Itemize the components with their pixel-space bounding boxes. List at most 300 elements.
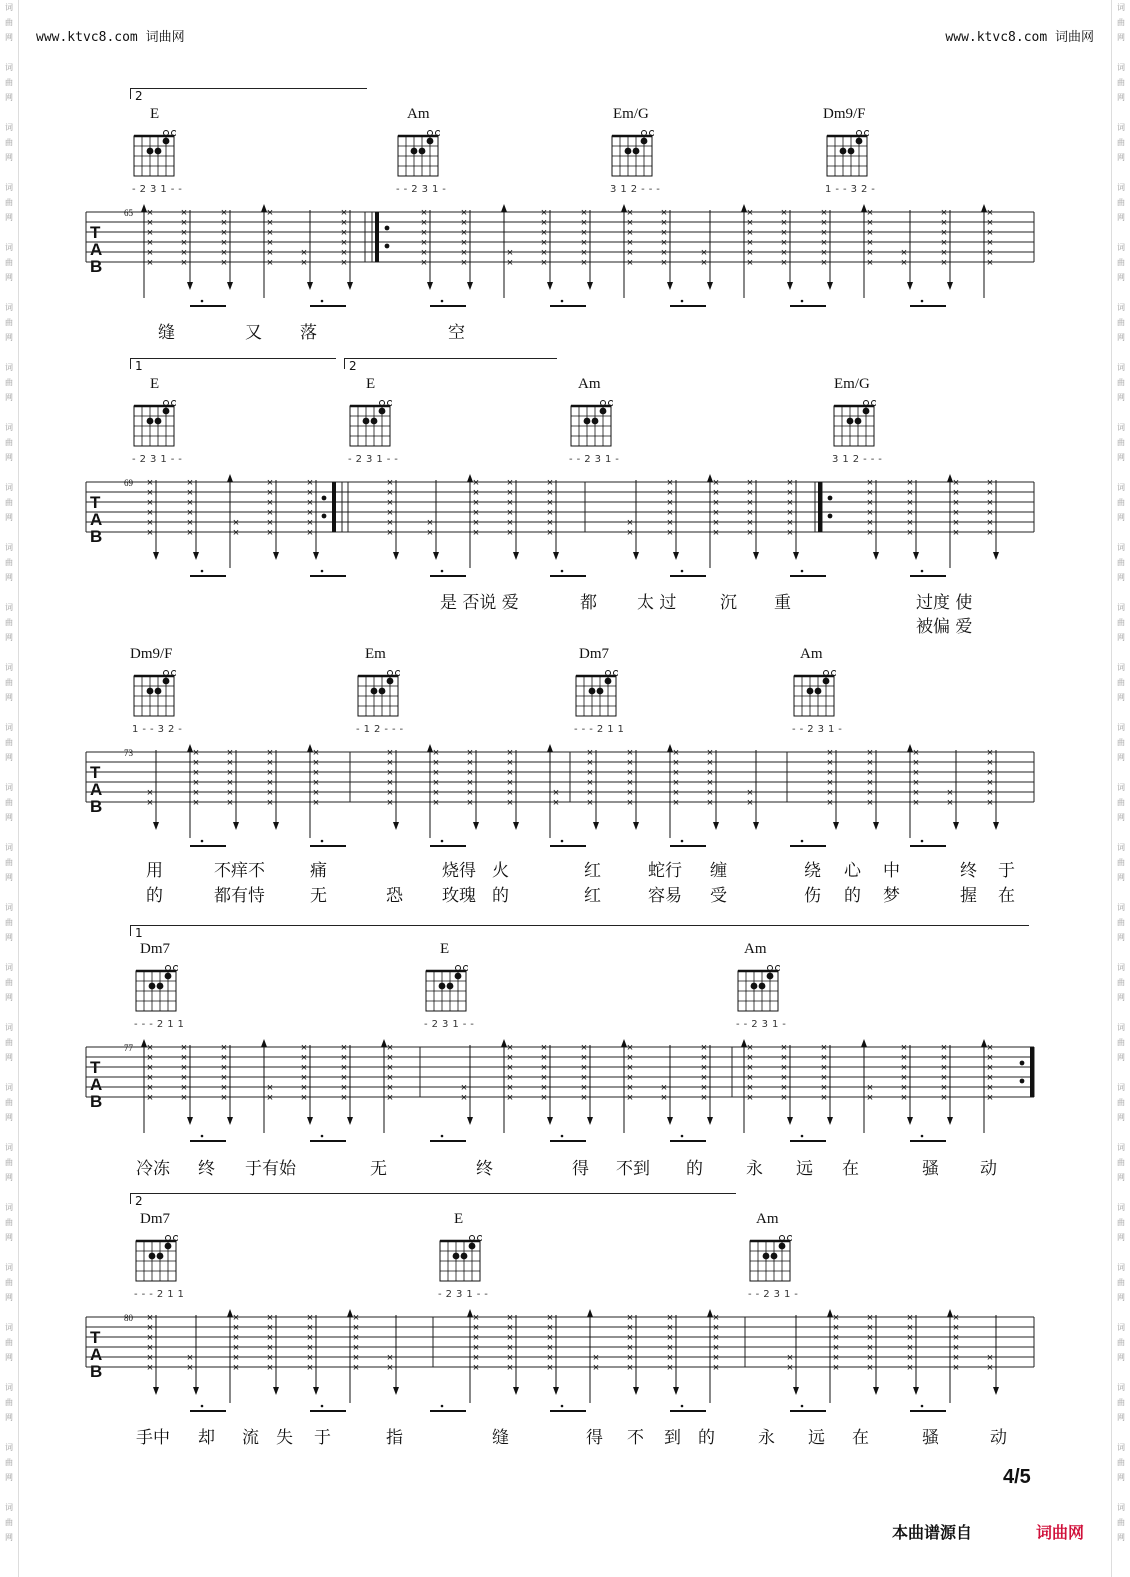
lyric-syllable: 得 [572, 1159, 589, 1179]
chord-fingering: --231- [569, 454, 623, 465]
rhythm-dot [921, 300, 924, 303]
muted-note-x: × [906, 497, 914, 509]
strum-column [547, 1312, 559, 1395]
muted-note-x: × [546, 507, 554, 519]
rhythm-dot [201, 1135, 204, 1138]
muted-note-x: × [460, 227, 468, 239]
muted-note-x: × [340, 247, 348, 259]
volta-number: 1 [135, 926, 143, 940]
strum-column [821, 1042, 833, 1125]
muted-note-x: × [266, 507, 274, 519]
lyric-syllable: 沉 [720, 593, 737, 613]
muted-note-x: × [460, 1082, 468, 1094]
muted-note-x: × [432, 777, 440, 789]
muted-note-x: × [946, 787, 954, 799]
muted-note-x: × [580, 227, 588, 239]
chord-diagram-dm7 [134, 1235, 178, 1283]
muted-note-x: × [546, 477, 554, 489]
muted-note-x: × [506, 1362, 514, 1374]
muted-note-x: × [586, 777, 594, 789]
down-strum-arrow [633, 822, 639, 830]
muted-note-x: × [672, 777, 680, 789]
muted-note-x: × [786, 487, 794, 499]
muted-note-x: × [706, 757, 714, 769]
muted-note-x: × [506, 1312, 514, 1324]
strum-column [621, 204, 633, 298]
muted-note-x: × [186, 1352, 194, 1364]
muted-note-x: × [386, 527, 394, 539]
muted-note-x: × [866, 257, 874, 269]
muted-note-x: × [472, 527, 480, 539]
finger-dot [147, 148, 154, 155]
muted-note-x: × [986, 207, 994, 219]
lyric-syllable: 红 [584, 861, 601, 881]
muted-note-x: × [226, 767, 234, 779]
muted-note-x: × [866, 787, 874, 799]
muted-note-x: × [472, 1322, 480, 1334]
muted-note-x: × [986, 487, 994, 499]
muted-note-x: × [986, 217, 994, 229]
muted-note-x: × [712, 1342, 720, 1354]
muted-note-x: × [146, 207, 154, 219]
repeat-dot [385, 226, 390, 231]
muted-note-x: × [506, 1322, 514, 1334]
volta-bracket [344, 358, 557, 373]
finger-dot [371, 418, 378, 425]
muted-note-x: × [746, 497, 754, 509]
muted-note-x: × [820, 1072, 828, 1084]
muted-note-x: × [146, 517, 154, 529]
lyric-syllable: 缝 [158, 323, 175, 343]
muted-note-x: × [746, 487, 754, 499]
strum-column [467, 474, 479, 568]
lyric-syllable: 在 [998, 886, 1015, 906]
muted-note-x: × [820, 227, 828, 239]
muted-note-x: × [906, 517, 914, 529]
measure-number: 69 [124, 478, 133, 488]
muted-note-x: × [940, 1092, 948, 1104]
muted-note-x: × [506, 1072, 514, 1084]
down-strum-arrow [553, 1387, 559, 1395]
muted-note-x: × [540, 1082, 548, 1094]
muted-note-x: × [700, 1042, 708, 1054]
muted-note-x: × [220, 207, 228, 219]
muted-note-x: × [266, 1092, 274, 1104]
repeat-dot [1020, 1061, 1025, 1066]
muted-note-x: × [866, 207, 874, 219]
muted-note-x: × [900, 1092, 908, 1104]
muted-note-x: × [432, 767, 440, 779]
tab-system-2 [80, 358, 1040, 638]
muted-note-x: × [266, 487, 274, 499]
tab-clef: T A B [90, 1328, 103, 1381]
muted-note-x: × [706, 787, 714, 799]
strum-column [827, 747, 839, 830]
muted-note-x: × [220, 227, 228, 239]
finger-dot [461, 1253, 468, 1260]
muted-note-x: × [952, 517, 960, 529]
tab-clef: T A B [90, 763, 103, 816]
muted-note-x: × [746, 1052, 754, 1064]
down-strum-arrow [827, 1117, 833, 1125]
muted-note-x: × [820, 237, 828, 249]
muted-note-x: × [866, 1352, 874, 1364]
muted-note-x: × [220, 1092, 228, 1104]
muted-note-x: × [306, 487, 314, 499]
finger-dot [848, 148, 855, 155]
strum-column [181, 207, 193, 290]
down-strum-arrow [393, 1387, 399, 1395]
lyric-syllable: 的 [698, 1428, 715, 1448]
muted-note-x: × [746, 1042, 754, 1054]
rhythm-dot [921, 1135, 924, 1138]
up-strum-arrow [227, 474, 233, 482]
muted-note-x: × [266, 257, 274, 269]
down-strum-arrow [427, 282, 433, 290]
muted-note-x: × [626, 247, 634, 259]
muted-note-x: × [746, 477, 754, 489]
down-strum-arrow [667, 1117, 673, 1125]
muted-note-x: × [700, 257, 708, 269]
muted-note-x: × [186, 497, 194, 509]
lyric-syllable: 绕 [804, 861, 821, 881]
muted-note-x: × [626, 517, 634, 529]
muted-note-x: × [940, 1082, 948, 1094]
finger-dot [163, 138, 170, 145]
up-strum-arrow [587, 1309, 593, 1317]
page-number: 4/5 [1003, 1466, 1031, 1488]
volta-number: 2 [349, 359, 357, 373]
muted-note-x: × [312, 757, 320, 769]
finger-dot [625, 148, 632, 155]
tab-clef: T A B [90, 1058, 103, 1111]
finger-dot [633, 148, 640, 155]
chord-diagram-am [396, 130, 440, 178]
muted-note-x: × [340, 1042, 348, 1054]
lyric-syllable: 蛇行 [648, 861, 682, 881]
muted-note-x: × [986, 527, 994, 539]
chord-fingering: -231-- [438, 1289, 492, 1300]
chord-fingering: ---211 [574, 724, 628, 735]
muted-note-x: × [826, 747, 834, 759]
finger-dot [157, 1253, 164, 1260]
finger-dot [147, 418, 154, 425]
muted-note-x: × [580, 237, 588, 249]
muted-note-x: × [832, 1312, 840, 1324]
muted-note-x: × [552, 787, 560, 799]
muted-note-x: × [906, 1352, 914, 1364]
chord-diagram-e [438, 1235, 482, 1283]
muted-note-x: × [906, 527, 914, 539]
muted-note-x: × [712, 517, 720, 529]
finger-dot [419, 148, 426, 155]
muted-note-x: × [986, 497, 994, 509]
strum-column [787, 477, 799, 560]
muted-note-x: × [420, 247, 428, 259]
tab-system-1 [80, 88, 1040, 343]
strum-column [381, 1039, 393, 1133]
muted-note-x: × [266, 747, 274, 759]
muted-note-x: × [986, 767, 994, 779]
muted-note-x: × [300, 1082, 308, 1094]
muted-note-x: × [946, 797, 954, 809]
muted-note-x: × [192, 747, 200, 759]
muted-note-x: × [832, 1352, 840, 1364]
muted-note-x: × [540, 1092, 548, 1104]
down-strum-arrow [873, 1387, 879, 1395]
footer-brand-link[interactable]: 词曲网 [1036, 1523, 1085, 1542]
down-strum-arrow [273, 822, 279, 830]
muted-note-x: × [386, 747, 394, 759]
strum-column [467, 1309, 479, 1403]
muted-note-x: × [472, 497, 480, 509]
strum-column [981, 1039, 993, 1133]
muted-note-x: × [712, 497, 720, 509]
lyric-syllable: 于 [314, 1428, 331, 1448]
muted-note-x: × [900, 1072, 908, 1084]
muted-note-x: × [912, 747, 920, 759]
muted-note-x: × [340, 1062, 348, 1074]
chord-name: Am [407, 106, 430, 122]
muted-note-x: × [820, 257, 828, 269]
header-site-left[interactable]: www.ktvc8.com 词曲网 [36, 30, 185, 45]
strum-column [581, 1042, 593, 1125]
finger-dot [155, 418, 162, 425]
down-strum-arrow [827, 282, 833, 290]
lyric-syllable: 重 [774, 593, 791, 613]
muted-note-x: × [506, 757, 514, 769]
lyric-syllable: 无 [310, 886, 327, 906]
footer-source-label: 本曲谱源自 [892, 1523, 973, 1542]
strum-column [941, 1042, 953, 1125]
muted-note-x: × [460, 257, 468, 269]
muted-note-x: × [180, 1052, 188, 1064]
rhythm-dot [441, 300, 444, 303]
rhythm-dot [561, 840, 564, 843]
muted-note-x: × [226, 777, 234, 789]
strum-column [307, 744, 319, 838]
muted-note-x: × [220, 1052, 228, 1064]
muted-note-x: × [386, 1072, 394, 1084]
strum-column [261, 1039, 273, 1133]
strum-column [741, 204, 753, 298]
lyric-syllable: 的 [146, 886, 163, 906]
down-strum-arrow [947, 1117, 953, 1125]
strum-column [461, 207, 473, 290]
down-strum-arrow [707, 1117, 713, 1125]
muted-note-x: × [220, 247, 228, 259]
rhythm-dot [441, 840, 444, 843]
muted-note-x: × [626, 217, 634, 229]
down-strum-arrow [227, 1117, 233, 1125]
muted-note-x: × [340, 1052, 348, 1064]
muted-note-x: × [386, 487, 394, 499]
muted-note-x: × [866, 487, 874, 499]
muted-note-x: × [666, 477, 674, 489]
muted-note-x: × [506, 1352, 514, 1364]
down-strum-arrow [433, 552, 439, 560]
muted-note-x: × [986, 1362, 994, 1374]
muted-note-x: × [866, 1342, 874, 1354]
muted-note-x: × [826, 757, 834, 769]
muted-note-x: × [312, 787, 320, 799]
muted-note-x: × [146, 1072, 154, 1084]
down-strum-arrow [513, 1387, 519, 1395]
repeat-dot [828, 496, 833, 501]
strum-column [627, 747, 639, 830]
muted-note-x: × [146, 1322, 154, 1334]
muted-note-x: × [666, 1312, 674, 1324]
finger-dot [147, 688, 154, 695]
down-strum-arrow [193, 1387, 199, 1395]
down-strum-arrow [707, 282, 713, 290]
muted-note-x: × [746, 1072, 754, 1084]
chord-diagram-e [132, 400, 176, 448]
repeat-start-bar [375, 212, 379, 262]
strum-column [347, 1309, 359, 1403]
muted-note-x: × [826, 767, 834, 779]
muted-note-x: × [540, 217, 548, 229]
muted-note-x: × [866, 507, 874, 519]
muted-note-x: × [580, 1042, 588, 1054]
muted-note-x: × [546, 1342, 554, 1354]
strum-column [341, 207, 353, 290]
muted-note-x: × [786, 517, 794, 529]
muted-note-x: × [220, 1062, 228, 1074]
strum-column [821, 207, 833, 290]
strum-column [781, 1042, 793, 1125]
muted-note-x: × [180, 1082, 188, 1094]
muted-note-x: × [180, 217, 188, 229]
chord-diagram-e [348, 400, 392, 448]
lyric-syllable: 失 [276, 1428, 293, 1448]
strum-column [861, 1039, 873, 1133]
muted-note-x: × [746, 1092, 754, 1104]
rhythm-dot [561, 300, 564, 303]
muted-note-x: × [660, 227, 668, 239]
muted-note-x: × [826, 777, 834, 789]
finger-dot [149, 1253, 156, 1260]
down-strum-arrow [513, 552, 519, 560]
muted-note-x: × [592, 1352, 600, 1364]
repeat-start-bar [818, 482, 822, 532]
finger-dot [163, 678, 170, 685]
muted-note-x: × [420, 237, 428, 249]
muted-note-x: × [866, 797, 874, 809]
muted-note-x: × [666, 487, 674, 499]
rhythm-dot [801, 570, 804, 573]
muted-note-x: × [660, 1082, 668, 1094]
muted-note-x: × [626, 237, 634, 249]
muted-note-x: × [306, 477, 314, 489]
finger-dot [379, 408, 386, 415]
muted-note-x: × [386, 797, 394, 809]
muted-note-x: × [940, 1052, 948, 1064]
header-site-right[interactable]: www.ktvc8.com 词曲网 [945, 30, 1094, 45]
muted-note-x: × [472, 1332, 480, 1344]
muted-note-x: × [146, 1312, 154, 1324]
muted-note-x: × [906, 487, 914, 499]
muted-note-x: × [300, 1092, 308, 1104]
muted-note-x: × [906, 1322, 914, 1334]
muted-note-x: × [266, 207, 274, 219]
finger-dot [439, 983, 446, 990]
down-strum-arrow [793, 1387, 799, 1395]
muted-note-x: × [540, 247, 548, 259]
muted-note-x: × [220, 237, 228, 249]
finger-dot [163, 408, 170, 415]
muted-note-x: × [780, 237, 788, 249]
strum-column [387, 747, 399, 830]
muted-note-x: × [506, 747, 514, 759]
strum-column [507, 477, 519, 560]
muted-note-x: × [626, 1092, 634, 1104]
down-strum-arrow [787, 282, 793, 290]
chord-diagram-em-g [610, 130, 654, 178]
repeat-dot [828, 514, 833, 519]
chord-fingering: ---211 [134, 1019, 188, 1030]
muted-note-x: × [340, 227, 348, 239]
muted-note-x: × [700, 1062, 708, 1074]
strum-column [901, 1042, 913, 1125]
muted-note-x: × [940, 217, 948, 229]
muted-note-x: × [266, 1312, 274, 1324]
muted-note-x: × [986, 797, 994, 809]
muted-note-x: × [460, 207, 468, 219]
chord-name: E [366, 376, 376, 392]
lyric-syllable: 缠 [710, 861, 727, 881]
chord-diagram-am [569, 400, 613, 448]
strum-column [181, 1042, 193, 1125]
muted-note-x: × [626, 787, 634, 799]
muted-note-x: × [306, 1342, 314, 1354]
muted-note-x: × [666, 527, 674, 539]
muted-note-x: × [592, 1362, 600, 1374]
down-strum-arrow [587, 1117, 593, 1125]
muted-note-x: × [386, 777, 394, 789]
muted-note-x: × [506, 1062, 514, 1074]
muted-note-x: × [506, 497, 514, 509]
muted-note-x: × [666, 1342, 674, 1354]
down-strum-arrow [153, 1387, 159, 1395]
measure-number: 77 [124, 1043, 133, 1053]
muted-note-x: × [312, 797, 320, 809]
lyric-syllable: 流 [242, 1428, 259, 1448]
muted-note-x: × [506, 257, 514, 269]
muted-note-x: × [786, 1362, 794, 1374]
muted-note-x: × [746, 507, 754, 519]
muted-note-x: × [986, 1052, 994, 1064]
lyric-syllable: 用 [146, 861, 163, 881]
strum-column [141, 1039, 153, 1133]
muted-note-x: × [780, 1092, 788, 1104]
rhythm-dot [321, 840, 324, 843]
muted-note-x: × [832, 1322, 840, 1334]
up-strum-arrow [501, 204, 507, 212]
finger-dot [411, 148, 418, 155]
muted-note-x: × [666, 1352, 674, 1364]
muted-note-x: × [386, 1082, 394, 1094]
repeat-dot [385, 244, 390, 249]
muted-note-x: × [866, 1362, 874, 1374]
muted-note-x: × [900, 1042, 908, 1054]
lyric-syllable: 的 [492, 886, 509, 906]
chord-name: Dm7 [579, 646, 609, 662]
muted-note-x: × [506, 777, 514, 789]
strum-column [541, 207, 553, 290]
muted-note-x: × [266, 517, 274, 529]
finger-dot [600, 408, 607, 415]
